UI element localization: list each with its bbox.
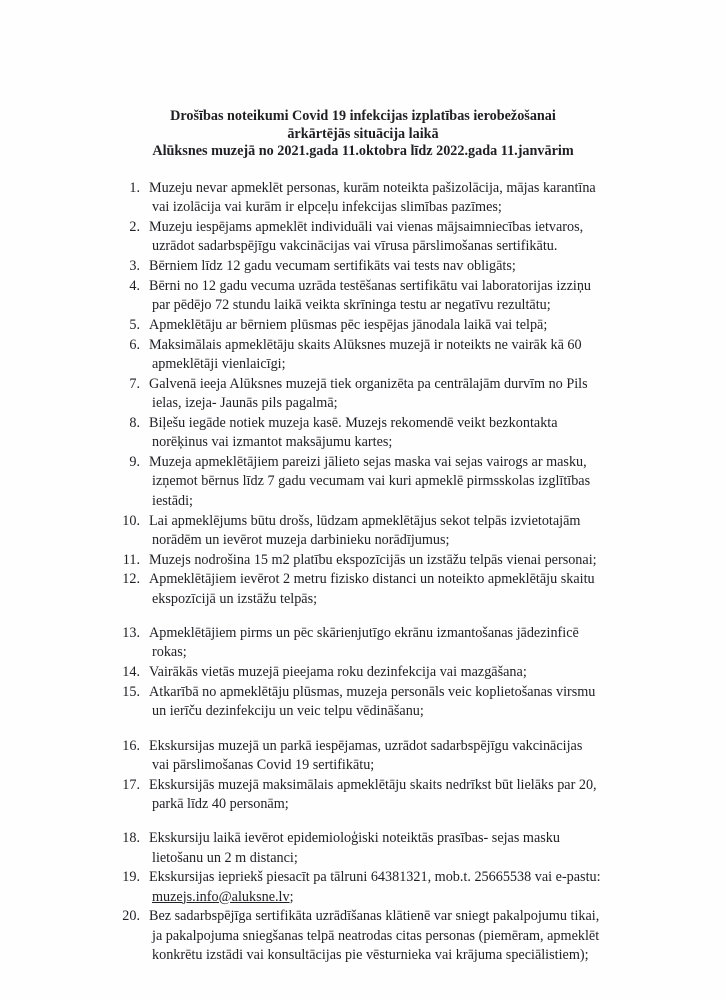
rule-text (149, 277, 596, 316)
rule-item (0, 737, 726, 776)
rule-item (0, 277, 726, 316)
rule-line: Apmeklētājiem pirms un pēc skārienjutīgo ekrānu izmantošanas jādezinficē (149, 625, 579, 642)
rule-number: 11. (122, 551, 140, 568)
title-line-1: Drošības noteikumi Covid 19 infekcijas izplatības ierobežošanai (170, 108, 556, 124)
rule-text (149, 624, 596, 663)
email-link[interactable]: muzejs.info@aluksne.lv (152, 888, 290, 905)
rule-item (0, 218, 726, 257)
rule-number: 7. (129, 375, 140, 392)
rule-number: 6. (129, 336, 140, 353)
rule-line: Apmeklētāju ar bērniem plūsmas pēc iespējas jānodala laikā vai telpā; (149, 317, 548, 334)
rule-line: vai pārslimošanas Covid 19 sertifikātu; (152, 756, 375, 773)
rule-line: Muzeju nevar apmeklēt personas, kurām noteikta pašizolācija, mājas karantīna (149, 180, 596, 196)
rule-item (0, 257, 726, 276)
rule-line: Galvenā ieeja Alūksnes muzejā tiek organizēta pa centrālajām durvīm no Pils (149, 375, 588, 392)
rule-line: ekspozīcijā un izstāžu telpās; (152, 590, 318, 607)
rule-number: 18. (122, 830, 140, 847)
rule-line: norēķinus vai izmantot maksājumu kartes; (152, 434, 393, 451)
rule-text (149, 512, 596, 551)
document-title (60, 108, 666, 161)
rule-item (0, 316, 726, 335)
rule-line: Bērniem līdz 12 gadu vecumam sertifikāts vai tests nav obligāts; (149, 258, 516, 275)
rule-line: Muzeja apmeklētājiem pareizi jālieto sejas maska vai sejas vairogs ar masku, (149, 454, 587, 471)
rule-item (0, 414, 726, 453)
rule-line: Maksimālais apmeklētāju skaits Alūksnes muzejā ir noteikts ne vairāk kā 60 (149, 336, 582, 353)
rule-item (0, 829, 726, 868)
rule-text (149, 414, 596, 453)
rule-line: Bez sadarbspējīga sertifikāta uzrādīšanas klātienē var sniegt pakalpojumu tikai, (149, 908, 600, 925)
rule-line: izņemot bērnus līdz 7 gadu vecumam vai kuri apmeklē pirmsskolas izglītības (152, 473, 591, 490)
rule-line: Bērni no 12 gadu vecuma uzrāda testēšanas sertifikātu vai laboratorijas izziņu (149, 277, 592, 294)
rule-item (0, 624, 726, 663)
rule-number: 4. (129, 277, 140, 294)
rule-number: 10. (122, 512, 140, 529)
rule-line: iestādi; (152, 492, 193, 509)
rule-item (0, 663, 726, 682)
rule-number: 16. (122, 737, 140, 754)
rule-text (149, 737, 596, 776)
rule-item (0, 179, 726, 218)
rule-line: Muzeju iespējams apmeklēt individuāli vai vienas mājsaimniecības ietvaros, (149, 219, 584, 236)
rule-line: konkrētu izstādi vai konsultācijas pie vēsturnieka vai krājuma speciālistiem); (152, 946, 589, 963)
rule-text (149, 829, 596, 868)
rule-text (149, 663, 596, 682)
rule-item (0, 868, 726, 907)
rule-item (0, 453, 726, 511)
rule-item (0, 551, 726, 570)
rule-number: 3. (129, 258, 140, 275)
rule-number: 5. (129, 317, 140, 334)
rule-line: Ekskursijās muzejā maksimālais apmeklētāju skaits nedrīkst būt lielāks par 20, (149, 776, 597, 793)
rule-text (149, 776, 596, 815)
link-suffix: ; (289, 888, 294, 905)
rule-line: Ekskursiju laikā ievērot epidemioloģiski noteiktās prasības- sejas masku (149, 830, 560, 847)
rule-text (149, 570, 596, 609)
rule-number: 2. (129, 219, 140, 236)
rule-number: 13. (122, 625, 140, 642)
rule-line: par pēdējo 72 stundu laikā veikta skrīninga testu ar negatīvu rezultātu; (152, 297, 551, 314)
rule-text (149, 683, 596, 722)
rule-line: Biļešu iegāde notiek muzeja kasē. Muzejs rekomendē veikt bezkontakta (149, 415, 558, 432)
rule-text (149, 868, 601, 907)
rule-item (0, 570, 726, 609)
rule-number: 1. (129, 180, 140, 196)
rule-line: Vairākās vietās muzejā pieejama roku dezinfekcija vai mazgāšana; (149, 664, 527, 681)
rule-number: 9. (129, 454, 140, 471)
rule-item (0, 512, 726, 551)
rule-text (149, 551, 596, 570)
rule-text (149, 336, 596, 375)
rule-line: vai izolācija vai kurām ir elpceļu infekcijas slimības pazīmes; (152, 199, 502, 216)
rule-text (149, 316, 596, 335)
rule-number: 20. (122, 908, 140, 925)
rule-line: Muzejs nodrošina 15 m2 platību ekspozīcijās un izstāžu telpās vienai personai; (149, 551, 597, 568)
rule-line: Ekskursijas iepriekš piesacīt pa tālruni 64381321, mob.t. 25665538 vai e-pastu: (149, 869, 601, 886)
rule-number: 17. (122, 776, 140, 793)
rule-item (0, 336, 726, 375)
rule-line: un ierīču dezinfekciju un veic telpu vēdināšanu; (152, 703, 424, 720)
rule-line: uzrādot sadarbspējīgu vakcinācijas vai vīrusa pārslimošanas sertifikātu. (152, 238, 558, 255)
rule-line (149, 888, 596, 907)
rule-item (0, 776, 726, 815)
rule-item (0, 907, 726, 965)
rule-number: 12. (122, 571, 140, 588)
rule-number: 19. (122, 869, 140, 886)
rule-number: 15. (122, 683, 140, 700)
rule-line: ielas, izeja- Jaunās pils pagalmā; (152, 395, 338, 412)
rule-line: rokas; (152, 644, 187, 661)
rule-number: 14. (122, 664, 140, 681)
rule-text (149, 375, 596, 414)
rule-number: 8. (129, 415, 140, 432)
rule-line: Atkarībā no apmeklētāju plūsmas, muzeja personāls veic koplietošanas virsmu (149, 683, 596, 700)
rule-line: norādēm un ievērot muzeja darbinieku norādījumus; (152, 531, 450, 548)
rule-line: lietošanu un 2 m distanci; (152, 849, 298, 866)
rule-text (149, 218, 596, 257)
rule-line: ja pakalpojuma sniegšanas telpā neatrodas citas personas (piemēram, apmeklēt (152, 927, 600, 944)
rule-line: parkā līdz 40 personām; (152, 795, 289, 812)
rule-text (149, 179, 596, 218)
rule-line: apmeklētāji vienlaicīgi; (152, 356, 286, 373)
rule-line: Apmeklētājiem ievērot 2 metru fizisko distanci un noteikto apmeklētāju skaitu (149, 571, 595, 588)
rule-item (0, 683, 726, 722)
rule-text (149, 453, 596, 511)
rule-line: Lai apmeklējums būtu drošs, lūdzam apmeklētājus sekot telpās izvietotajām (149, 512, 581, 529)
title-line-2: ārkārtējās situācija laikā (287, 125, 439, 142)
title-line-3: Alūksnes muzejā no 2021.gada 11.oktobra līdz 2022.gada 11.janvārim (152, 143, 574, 159)
rule-text (149, 257, 596, 276)
rule-item (0, 375, 726, 414)
rules-list (0, 179, 726, 966)
rule-line: Ekskursijas muzejā un parkā iespējamas, uzrādot sadarbspējīgu vakcinācijas (149, 737, 583, 754)
rule-text (149, 907, 600, 965)
